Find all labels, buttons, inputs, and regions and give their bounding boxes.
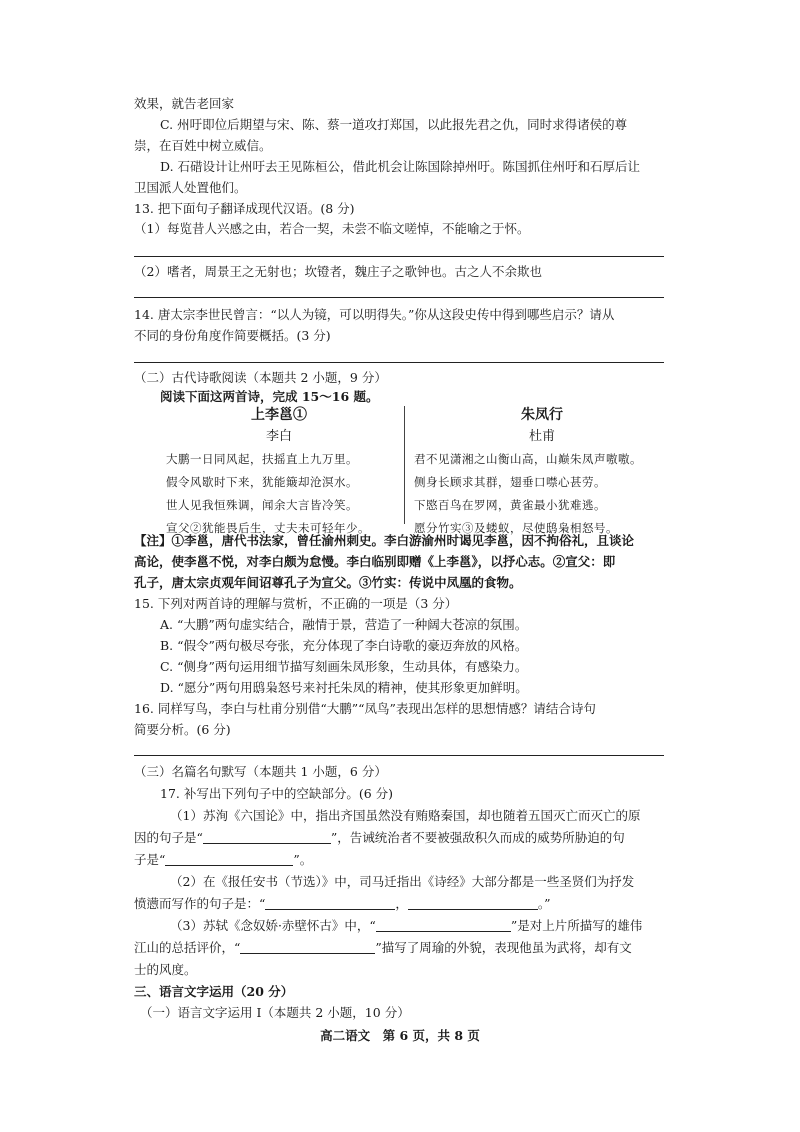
text-fragment: ”描写了周瑜的外貌，表现他虽为武将，却有文 [375, 940, 632, 955]
part-3-heading: 三、语言文字运用（20 分） [134, 984, 294, 999]
poem-line: 世人见我恒殊调，闻余大言皆冷笑。 [166, 498, 358, 512]
question-17-item3 [170, 916, 660, 936]
question-17-item1-cont [134, 828, 660, 848]
part-3-sub: （一）语言文字运用 I（本题共 2 小题，10 分） [140, 1005, 410, 1020]
poem-li-bai [166, 404, 392, 540]
text-fragment: ”，告诫统治者不要被强敌积久而成的威势所胁迫的句 [330, 830, 625, 845]
question-17-item2: （2）在《报任安书（节选）》中，司马迁指出《诗经》大部分都是一些圣贤们为抒发 [170, 874, 635, 889]
poem-line: 宣父②犹能畏后生，丈夫未可轻年少。 [166, 521, 370, 535]
question-17-item3-end: 士的风度。 [134, 962, 197, 977]
poem-title: 上李邕① [251, 407, 307, 423]
option-d-line2: 卫国派人处置他们。 [134, 180, 247, 195]
question-16-line1: 16. 同样写鸟，李白与杜甫分别借“大鹏”“凤鸟”表现出怎样的思想情感？请结合诗句 [134, 701, 596, 716]
section-2-intro: 阅读下面这两首诗，完成 15～16 题。 [160, 389, 379, 404]
poem-line: 下愍百鸟在罗网，黄雀最小犹难逃。 [414, 498, 606, 512]
text-fragment: ”是对上片所描写的雄伟 [510, 918, 643, 933]
section-3-heading: （三）名篇名句默写（本题共 1 小题，6 分） [134, 764, 387, 779]
question-15-option-c: C. “侧身”两句运用细节描写刻画朱凤形象，生动具体，有感染力。 [160, 659, 528, 674]
text-fragment: 因的句子是“ [134, 830, 203, 845]
answer-line [134, 362, 664, 363]
fill-blank[interactable] [165, 851, 293, 866]
poem-du-fu [414, 404, 670, 540]
fill-blank[interactable] [240, 939, 375, 954]
text-fragment: （3）苏轼《念奴娇·赤壁怀古》中，“ [170, 918, 376, 933]
option-c-line2: 崇，在百姓中树立威信。 [134, 138, 272, 153]
fill-blank[interactable] [203, 829, 331, 844]
fill-blank[interactable] [376, 917, 511, 932]
text-fragment: 江山的总括评价，“ [134, 940, 241, 955]
section-2-heading: （二）古代诗歌阅读（本题共 2 小题，9 分） [134, 370, 387, 385]
question-15-option-a: A. “大鹏”两句虚实结合，融情于景，营造了一种阔大苍凉的氛围。 [160, 617, 528, 632]
poem-title: 朱凤行 [521, 407, 563, 423]
poem-line: 侧身长顾求其群，翅垂口噤心甚劳。 [414, 475, 606, 489]
text-line: 效果，就告老回家 [134, 96, 235, 111]
question-15-stem: 15. 下列对两首诗的理解与赏析，不正确的一项是（3 分） [134, 596, 458, 611]
note-line: 【注】①李邕，唐代书法家，曾任渝州刺史。李白游渝州时谒见李邕，因不拘俗礼，且谈论 [134, 533, 635, 548]
question-14-line2: 不同的身份角度作简要概括。(3 分) [134, 328, 331, 343]
question-15-option-d: D. “愿分”两句用鸱枭怒号来衬托朱凤的精神，使其形象更加鲜明。 [160, 680, 528, 695]
question-13-item2: （2）嗜者，周景王之无射也；坎镫者，魏庄子之歌钟也。古之人不余欺也 [134, 264, 542, 279]
poem-divider [404, 406, 405, 524]
question-17-item3-cont [134, 938, 660, 958]
question-17-item2-cont [134, 894, 660, 914]
question-13-item1: （1）每览昔人兴感之由，若合一契，未尝不临文嗟悼，不能喻之于怀。 [134, 221, 530, 236]
answer-line [134, 297, 664, 298]
text-fragment: ， [395, 896, 408, 911]
answer-line [134, 256, 664, 257]
note-line: 高论，使李邕不悦，对李白颇为怠慢。李白临别即赠《上李邕》，以抒心志。②宣父：即 [134, 554, 616, 569]
question-17-item1-end [134, 850, 660, 870]
page-footer: 高二语文 第 6 页，共 8 页 [320, 1028, 480, 1043]
poem-line: 大鹏一日同风起，扶摇直上九万里。 [166, 452, 358, 466]
question-13-stem: 13. 把下面句子翻译成现代汉语。(8 分) [134, 201, 355, 216]
text-fragment: 子是“ [134, 852, 166, 867]
question-16-line2: 简要分析。(6 分) [134, 722, 231, 737]
fill-blank[interactable] [265, 895, 395, 910]
question-15-option-b: B. “假令”两句极尽夸张，充分体现了李白诗歌的豪迈奔放的风格。 [160, 638, 528, 653]
question-14-line1: 14. 唐太宗李世民曾言：“以人为镜，可以明得失。”你从这段史传中得到哪些启示？请从 [134, 307, 615, 322]
option-d-line1: D. 石碏设计让州吁去王见陈桓公，借此机会让陈国除掉州吁。陈国抓住州吁和石厚后让 [160, 159, 641, 174]
note-line: 孔子，唐太宗贞观年间诏尊孔子为宣父。③竹实：传说中凤凰的食物。 [134, 575, 522, 590]
question-17-item1: （1）苏洵《六国论》中，指出齐国虽然没有贿赂秦国，却也随着五国灭亡而灭亡的原 [170, 808, 641, 823]
poem-author: 李白 [265, 429, 292, 444]
text-fragment: 。” [537, 896, 551, 911]
question-17-stem: 17. 补写出下列句子中的空缺部分。(6 分) [160, 786, 394, 801]
fill-blank[interactable] [408, 895, 538, 910]
option-c-line1: C. 州吁即位后期望与宋、陈、蔡一道攻打郑国，以此报先君之仇，同时求得诸侯的尊 [160, 117, 628, 132]
poem-author: 杜甫 [528, 429, 555, 444]
text-fragment: 愤懑而写作的句子是：“ [134, 896, 266, 911]
answer-line [134, 755, 664, 756]
text-fragment: ”。 [293, 852, 313, 867]
poem-line: 愿分竹实③及蝼蚁，尽使鸱枭相怒号。 [414, 521, 618, 535]
poem-line: 君不见潇湘之山衡山高，山巅朱凤声嗷嗷。 [414, 452, 642, 466]
poem-line: 假令风歇时下来，犹能簸却沧溟水。 [166, 475, 358, 489]
